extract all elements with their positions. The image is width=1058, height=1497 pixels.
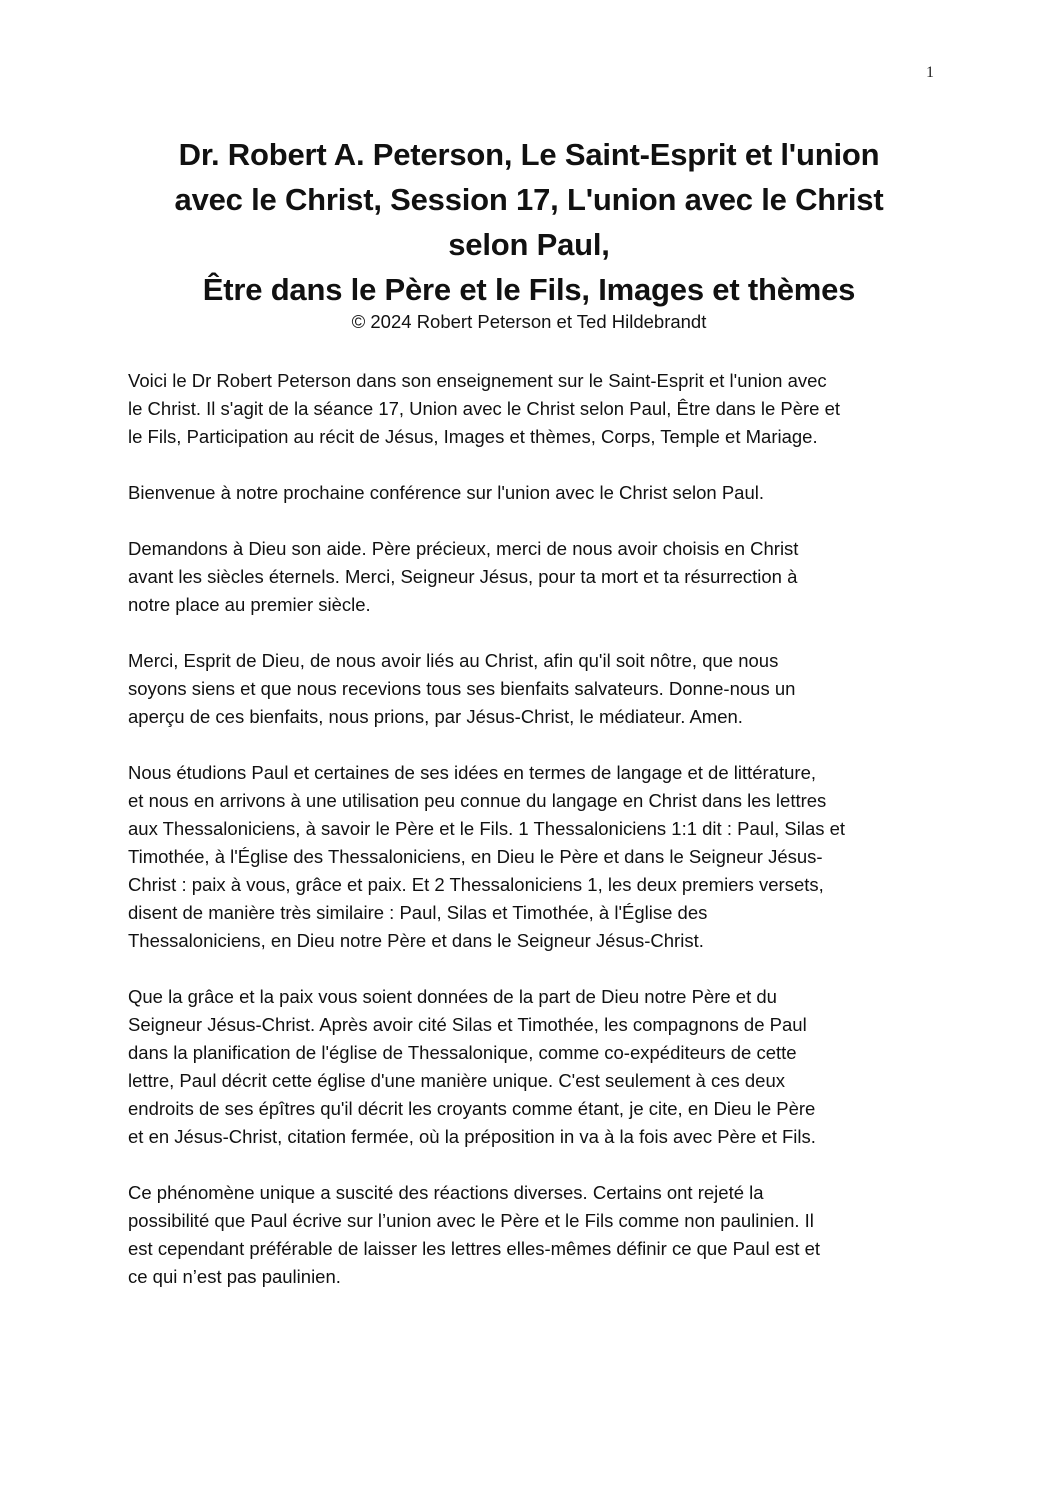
- title-line: avec le Christ, Session 17, L'union avec le Christ: [174, 182, 884, 217]
- text-line: Que la grâce et la paix vous soient données de la part de Dieu notre Père et du: [128, 986, 777, 1007]
- title-line: selon Paul,: [448, 227, 610, 262]
- text-line: Seigneur Jésus-Christ. Après avoir cité Silas et Timothée, les compagnons de Paul: [128, 1014, 807, 1035]
- paragraph-reactions: [128, 1179, 934, 1291]
- text-line: Nous étudions Paul et certaines de ses idées en termes de langage et de littérature,: [128, 762, 817, 783]
- text-line: ce qui n’est pas paulinien.: [128, 1266, 341, 1287]
- document-title: [128, 132, 930, 335]
- text-line: Voici le Dr Robert Peterson dans son enseignement sur le Saint-Esprit et l'union avec: [128, 370, 827, 391]
- text-line: Christ : paix à vous, grâce et paix. Et 2 Thessaloniciens 1, les deux premiers versets,: [128, 874, 824, 895]
- text-line: Timothée, à l'Église des Thessaloniciens, en Dieu le Père et dans le Seigneur Jésus-: [128, 846, 823, 867]
- text-line: lettre, Paul décrit cette église d'une manière unique. C'est seulement à ces deux: [128, 1070, 785, 1091]
- text-line: Bienvenue à notre prochaine conférence sur l'union avec le Christ selon Paul.: [128, 482, 765, 503]
- text-line: aperçu de ces bienfaits, nous prions, par Jésus-Christ, le médiateur. Amen.: [128, 706, 743, 727]
- text-line: et nous en arrivons à une utilisation peu connue du langage en Christ dans les lettres: [128, 790, 827, 811]
- text-line: dans la planification de l'église de Thessalonique, comme co-expéditeurs de cette: [128, 1042, 797, 1063]
- title-line: Être dans le Père et le Fils, Images et thèmes: [202, 272, 856, 307]
- text-line: Merci, Esprit de Dieu, de nous avoir liés au Christ, afin qu'il soit nôtre, que nous: [128, 650, 779, 671]
- text-line: est cependant préférable de laisser les lettres elles-mêmes définir ce que Paul est et: [128, 1238, 821, 1259]
- text-line: disent de manière très similaire : Paul, Silas et Timothée, à l'Église des: [128, 902, 708, 923]
- text-line: Demandons à Dieu son aide. Père précieux, merci de nous avoir choisis en Christ: [128, 538, 799, 559]
- text-line: le Fils, Participation au récit de Jésus, Images et thèmes, Corps, Temple et Mariage.: [128, 426, 818, 447]
- text-line: soyons siens et que nous recevions tous ses bienfaits salvateurs. Donne-nous un: [128, 678, 796, 699]
- text-line: aux Thessaloniciens, à savoir le Père et le Fils. 1 Thessaloniciens 1:1 dit : Paul, Silas et: [128, 818, 846, 839]
- text-line: Thessaloniciens, en Dieu notre Père et dans le Seigneur Jésus-Christ.: [128, 930, 704, 951]
- text-line: le Christ. Il s'agit de la séance 17, Union avec le Christ selon Paul, Être dans le Père et: [128, 398, 841, 419]
- paragraph-welcome: [128, 479, 934, 507]
- document-body: [128, 367, 934, 1319]
- text-line: notre place au premier siècle.: [128, 594, 371, 615]
- title-line: Dr. Robert A. Peterson, Le Saint-Esprit et l'union: [178, 137, 880, 172]
- copyright-notice: © 2024 Robert Peterson et Ted Hildebrandt: [351, 311, 707, 332]
- text-line: avant les siècles éternels. Merci, Seigneur Jésus, pour ta mort et ta résurrection à: [128, 566, 798, 587]
- paragraph-thessalonians: [128, 759, 934, 955]
- text-line: endroits de ses épîtres qu'il décrit les croyants comme étant, je cite, en Dieu le Père: [128, 1098, 816, 1119]
- text-line: possibilité que Paul écrive sur l’union avec le Père et le Fils comme non paulinien. Il: [128, 1210, 814, 1231]
- page-number: 1: [926, 64, 934, 81]
- paragraph-grace-and-peace: [128, 983, 934, 1151]
- text-line: Ce phénomène unique a suscité des réactions diverses. Certains ont rejeté la: [128, 1182, 764, 1203]
- paragraph-prayer-continued: [128, 647, 934, 731]
- text-line: et en Jésus-Christ, citation fermée, où la préposition in va à la fois avec Père et Fils.: [128, 1126, 816, 1147]
- paragraph-prayer: [128, 535, 934, 619]
- paragraph-intro: [128, 367, 934, 451]
